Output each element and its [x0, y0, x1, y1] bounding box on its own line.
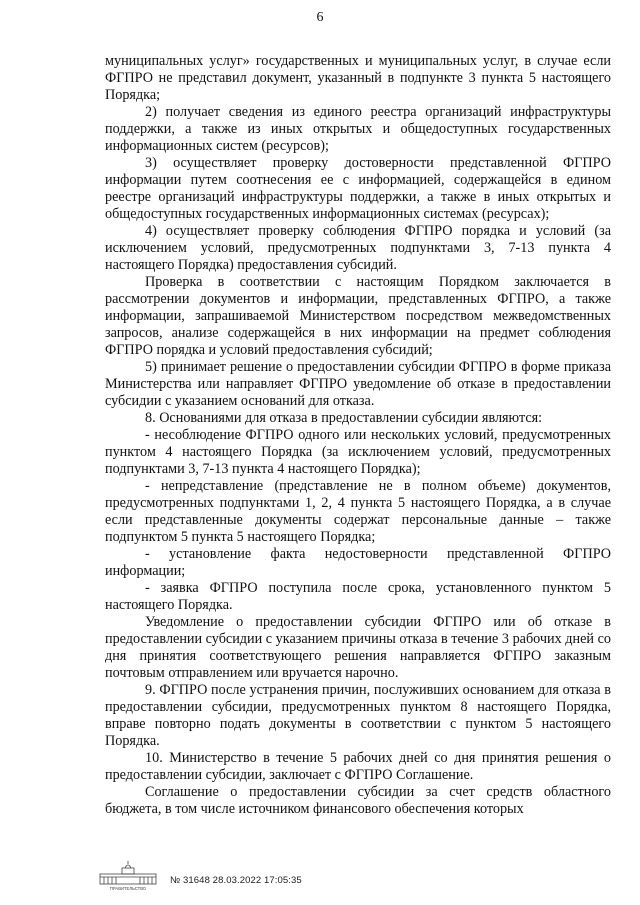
government-seal-icon [96, 860, 160, 892]
paragraph: 2) получает сведения из единого реестра организаций инфраструктуры поддержки, а также из иных открытых и общедоступных государственных информационных систем (ресурсов); [105, 104, 611, 154]
paragraph: Соглашение о предоставлении субсидии за счет средств областного бюджета, в том числе источником финансового обеспечения которых [105, 784, 611, 817]
paragraph: 5) принимает решение о предоставлении субсидии ФГПРО в форме приказа Министерства или направляет ФГПРО уведомление об отказе в предоставлении субсидии с указанием оснований для отказа. [105, 359, 611, 409]
paragraph: 9. ФГПРО после устранения причин, послуживших основанием для отказа в предоставлении субсидии, предусмотренных пунктом 8 настоящего Порядка, вправе повторно подать документы в соответствии с пунктом 5 настоящего Порядка. [105, 682, 611, 749]
page-number: 6 [316, 10, 324, 25]
paragraph: Проверка в соответствии с настоящим Порядком заключается в рассмотрении документов и информации, представленных ФГПРО, а также информации, запрашиваемой Министерством посредством межведомственных запросов, анализе содержащейся в них информации на предмет соблюдения ФГПРО порядка и условий предоставления субсидий; [105, 274, 611, 358]
paragraph: - непредставление (представление не в полном объеме) документов, предусмотренных подпунктами 1, 2, 4 пункта 5 настоящего Порядка, а в случае если представленные документы содержат персональные данные – также подпунктом 5 пункта 5 настоящего Порядка; [105, 478, 611, 545]
paragraph: - заявка ФГПРО поступила после срока, установленного пунктом 5 настоящего Порядка. [105, 580, 611, 613]
paragraph: 8. Основаниями для отказа в предоставлении субсидии являются: [145, 410, 543, 426]
registration-footer [96, 860, 616, 896]
paragraph: Уведомление о предоставлении субсидии ФГПРО или об отказе в предоставлении субсидии с указанием причины отказа в течение 3 рабочих дней со дня принятия соответствующего решения направляется ФГПРО заказным почтовым отправлением или вручается нарочно. [105, 614, 611, 681]
registration-stamp: № 31648 28.03.2022 17:05:35 [170, 875, 302, 886]
paragraph: 3) осуществляет проверку достоверности представленной ФГПРО информации путем соотнесения ее с информацией, содержащейся в едином реестре организаций инфраструктуры поддержки, а также в иных открытых и общедоступных государственных информационных системах (ресурсах); [105, 155, 611, 222]
paragraph: 10. Министерство в течение 5 рабочих дней со дня принятия решения о предоставлении субсидии, заключает с ФГПРО Соглашение. [105, 750, 611, 783]
paragraph: 4) осуществляет проверку соблюдения ФГПРО порядка и условий (за исключением условий, предусмотренных подпунктами 3, 7-13 пункта 4 настоящего Порядка) предоставления субсидий. [105, 223, 611, 273]
paragraph: - несоблюдение ФГПРО одного или нескольких условий, предусмотренных пунктом 4 настоящего Порядка (за исключением условий, предусмотренных подпунктами 3, 7-13 пункта 4 настоящего Порядка); [105, 427, 611, 477]
document-body [105, 53, 611, 818]
paragraph: муниципальных услуг» государственных и муниципальных услуг, в случае если ФГПРО не представил документ, указанный в подпункте 3 пункта 5 настоящего Порядка; [105, 53, 611, 103]
paragraph: - установление факта недостоверности представленной ФГПРО информации; [105, 546, 611, 579]
svg-text:ПРАВИТЕЛЬСТВО: ПРАВИТЕЛЬСТВО [109, 886, 147, 891]
